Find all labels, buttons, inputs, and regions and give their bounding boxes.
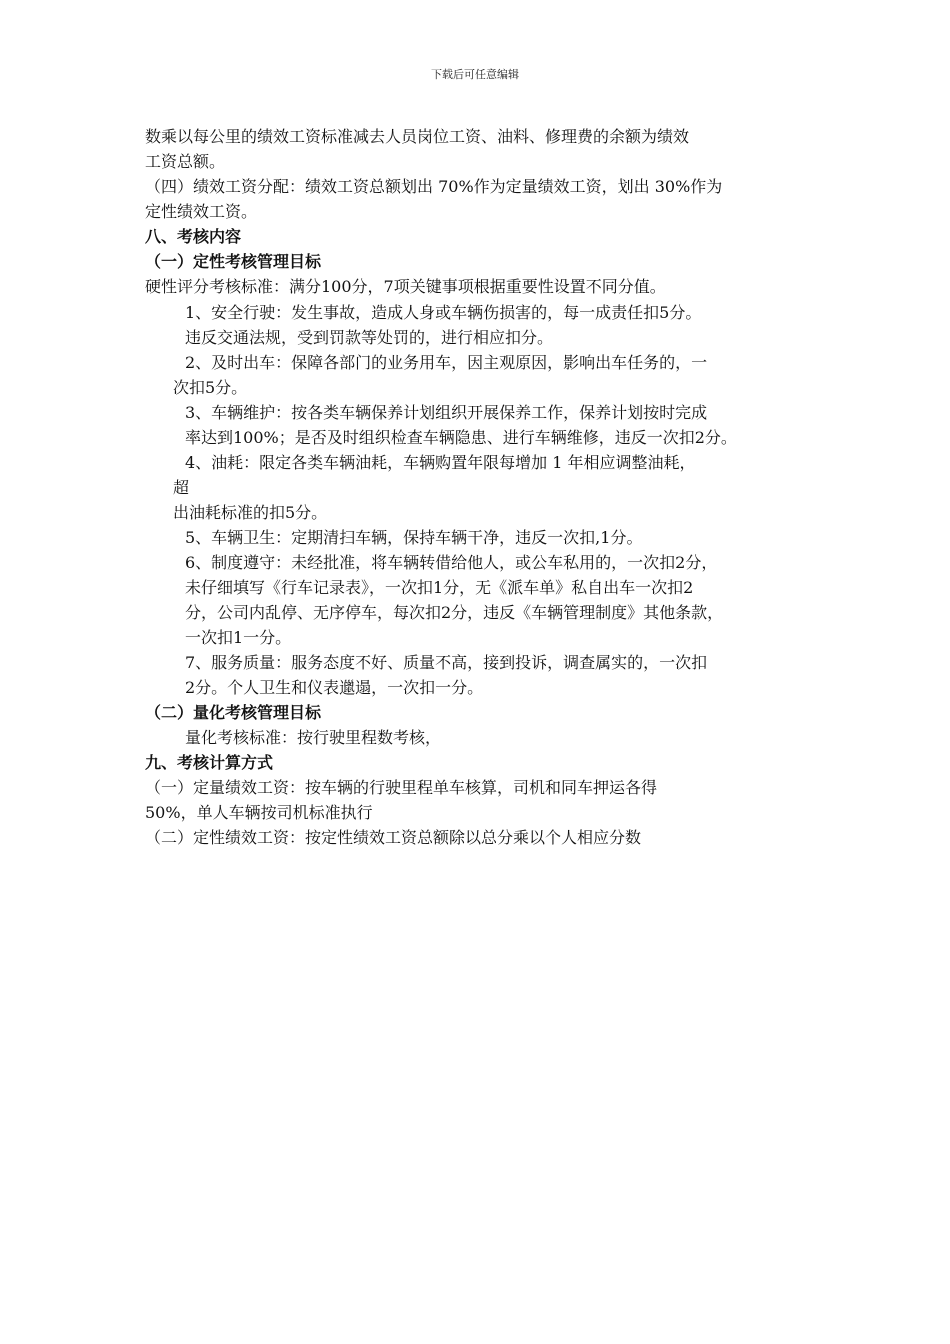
list-item-continuation: 率达到100%；是否及时组织检查车辆隐患、进行车辆维修，违反一次扣2分。 <box>185 428 737 447</box>
list-item-continuation: 2分。个人卫生和仪表邋遢，一次扣一分。 <box>185 678 484 697</box>
subsection-heading: （二）量化考核管理目标 <box>145 703 322 722</box>
list-item-continuation: 违反交通法规，受到罚款等处罚的，进行相应扣分。 <box>185 328 554 347</box>
list-item-continuation: 次扣5分。 <box>173 378 248 397</box>
section-heading: 九、考核计算方式 <box>145 753 274 772</box>
paragraph-line: 50%，单人车辆按司机标准执行 <box>145 803 373 822</box>
paragraph-line: （四）绩效工资分配：绩效工资总额划出 70%作为定量绩效工资，划出 30%作为 <box>145 177 723 196</box>
list-item: 6、制度遵守：未经批准，将车辆转借给他人，或公车私用的，一次扣2分， <box>185 553 718 572</box>
subsection-heading: （一）定性考核管理目标 <box>145 252 322 271</box>
list-item: 5、车辆卫生：定期清扫车辆，保持车辆干净，违反一次扣,1分。 <box>185 528 643 547</box>
list-item-continuation: 出油耗标准的扣5分。 <box>173 503 328 522</box>
paragraph-line: 工资总额。 <box>145 152 226 171</box>
paragraph-line: 数乘以每公里的绩效工资标准减去人员岗位工资、油料、修理费的余额为绩效 <box>145 127 690 146</box>
list-item: 1、安全行驶：发生事故，造成人身或车辆伤损害的，每一成责任扣5分。 <box>185 303 702 322</box>
paragraph-line: （一）定量绩效工资：按车辆的行驶里程单车核算，司机和同车押运各得 <box>145 778 658 797</box>
paragraph-line: 定性绩效工资。 <box>145 202 258 221</box>
list-item-continuation: 超 <box>173 478 190 497</box>
section-heading: 八、考核内容 <box>145 227 242 246</box>
paragraph-line: （二）定性绩效工资：按定性绩效工资总额除以总分乘以个人相应分数 <box>145 828 642 847</box>
list-item-continuation: 一次扣1一分。 <box>185 628 292 647</box>
paragraph-line: 硬性评分考核标准：满分100分，7项关键事项根据重要性设置不同分值。 <box>145 277 666 296</box>
download-note: 下载后可任意编辑 <box>431 68 519 81</box>
list-item: 3、车辆维护：按各类车辆保养计划组织开展保养工作，保养计划按时完成 <box>185 403 708 422</box>
list-item: 2、及时出车：保障各部门的业务用车，因主观原因，影响出车任务的，一 <box>185 353 708 372</box>
list-item: 4、油耗：限定各类车辆油耗，车辆购置年限每增加 1 年相应调整油耗， <box>185 453 696 472</box>
paragraph-line: 量化考核标准：按行驶里程数考核， <box>185 728 442 747</box>
list-item-continuation: 分，公司内乱停、无序停车，每次扣2分，违反《车辆管理制度》其他条款， <box>185 603 724 622</box>
list-item-continuation: 未仔细填写《行车记录表》，一次扣1分，无《派车单》私自出车一次扣2 <box>185 578 694 597</box>
list-item: 7、服务质量：服务态度不好、质量不高，接到投诉，调查属实的，一次扣 <box>185 653 708 672</box>
